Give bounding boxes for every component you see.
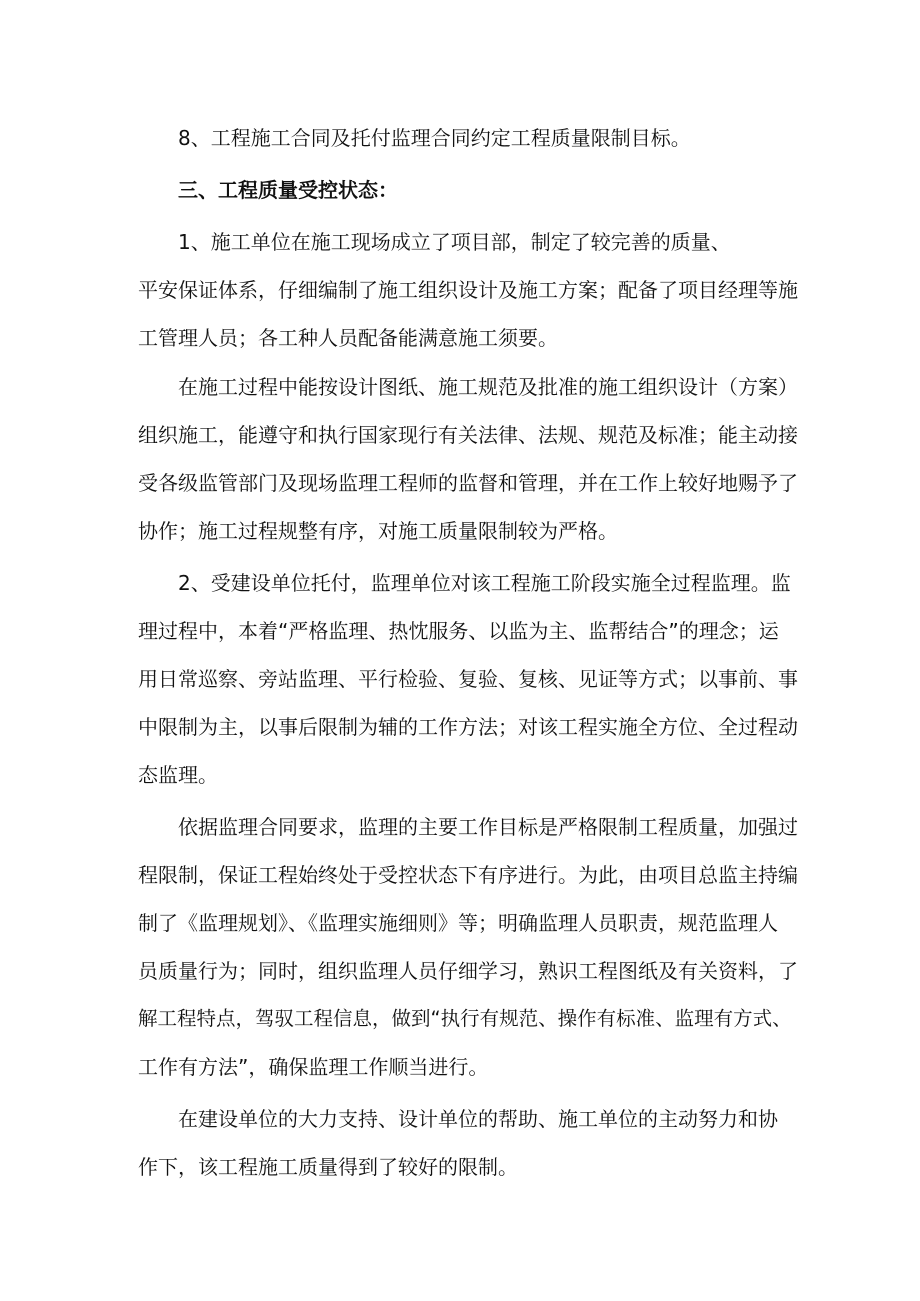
paragraph-line: 2、受建设单位托付，监理单位对该工程施工阶段实施全过程监理。监 (178, 571, 791, 595)
paragraph-line: 用日常巡察、旁站监理、平行检验、复验、复核、见证等方式；以事前、事 (138, 667, 798, 691)
paragraph-line: 作下，该工程施工质量得到了较好的限制。 (138, 1155, 518, 1179)
paragraph-line: 员质量行为；同时，组织监理人员仔细学习，熟识工程图纸及有关资料，了 (138, 959, 798, 983)
paragraph-line: 解工程特点，驾驭工程信息，做到“执行有规范、操作有标准、监理有方式、 (138, 1007, 792, 1030)
paragraph-line: 组织施工，能遵守和执行国家现行有关法律、法规、规范及标准；能主动接 (138, 423, 798, 447)
section-heading: 三、工程质量受控状态： (178, 178, 398, 202)
paragraph-line: 理过程中，本着“严格监理、热忱服务、以监为主、监帮结合”的理念；运 (138, 619, 779, 643)
paragraph-line: 工作有方法”，确保监理工作顺当进行。 (138, 1055, 489, 1079)
paragraph-line: 平安保证体系，仔细编制了施工组织设计及施工方案；配备了项目经理等施 (138, 278, 798, 302)
paragraph-line: 工管理人员；各工种人员配备能满意施工须要。 (138, 326, 558, 350)
paragraph-line: 制了《监理规划》、《监理实施细则》等；明确监理人员职责，规范监理人 (138, 911, 778, 935)
paragraph-line: 程限制，保证工程始终处于受控状态下有序进行。为此，由项目总监主持编 (138, 863, 798, 887)
paragraph-line: 协作；施工过程规整有序，对施工质量限制较为严格。 (138, 519, 618, 543)
paragraph-line: 中限制为主，以事后限制为辅的工作方法；对该工程实施全方位、全过程动 (138, 715, 798, 739)
paragraph-line: 态监理。 (138, 763, 218, 787)
paragraph-line: 受各级监管部门及现场监理工程师的监督和管理，并在工作上较好地赐予了 (138, 471, 798, 495)
paragraph-line: 8、工程施工合同及托付监理合同约定工程质量限制目标。 (178, 126, 691, 150)
paragraph-line: 依据监理合同要求，监理的主要工作目标是严格限制工程质量，加强过 (178, 815, 798, 839)
paragraph-line: 在施工过程中能按设计图纸、施工规范及批准的施工组织设计（方案） (178, 375, 798, 399)
paragraph-line: 1、施工单位在施工现场成立了项目部，制定了较完善的质量、 (178, 230, 731, 254)
paragraph-line: 在建设单位的大力支持、设计单位的帮助、施工单位的主动努力和协 (178, 1107, 778, 1131)
